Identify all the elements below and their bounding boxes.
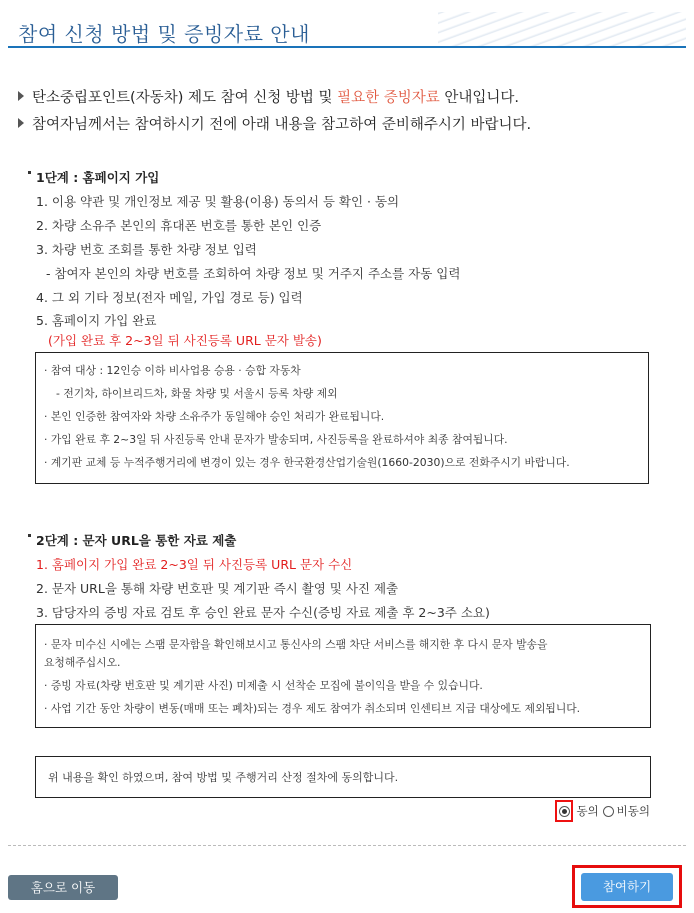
bullet-triangle-icon (18, 118, 24, 128)
divider (8, 845, 686, 846)
intro-line-2 (18, 113, 531, 134)
agree-label[interactable]: 동의 (576, 804, 599, 818)
step2-title-text: 2단계 : 문자 URL을 통한 자료 제출 (36, 533, 237, 548)
step2-item: 2. 문자 URL을 통해 차량 번호판 및 계기판 즉시 촬영 및 사진 제출 (36, 581, 399, 596)
step1-title (28, 168, 159, 186)
step1-item: 2. 차량 소유주 본인의 휴대폰 번호를 통한 본인 인증 (36, 218, 322, 233)
step1-item: 4. 그 외 기타 정보(전자 메일, 가입 경로 등) 입력 (36, 290, 303, 305)
disagree-radio[interactable] (603, 806, 614, 817)
step2-info-box (35, 624, 651, 728)
consent-text: 위 내용을 확인 하였으며, 참여 방법 및 주행거리 산정 절차에 동의합니다. (48, 771, 399, 784)
info-line: 요청해주십시오. (44, 656, 121, 669)
info-line: · 증빙 자료(차량 번호판 및 계기판 사진) 미제출 시 선착순 모집에 불이익을 받을 수 있습니다. (44, 679, 483, 692)
step1-info-box (35, 352, 649, 484)
intro-line-1 (18, 86, 519, 107)
step1-subitem: - 참여자 본인의 차량 번호를 조회하여 차량 정보 및 거주지 주소를 자동 입력 (46, 266, 461, 281)
agree-radio[interactable] (559, 806, 570, 817)
agree-radio-highlight[interactable] (555, 800, 573, 822)
bullet-dot-icon (28, 534, 31, 537)
home-button[interactable]: 홈으로 이동 (8, 875, 118, 900)
step2-title (28, 531, 236, 549)
bullet-triangle-icon (18, 91, 24, 101)
step1-item: 1. 이용 약관 및 개인정보 제공 및 활용(이용) 동의서 등 확인 · 동의 (36, 194, 400, 209)
info-line: · 문자 미수신 시에는 스팸 문자함을 확인해보시고 통신사의 스팸 차단 서비스를 해지한 후 다시 문자 발송을 (44, 638, 548, 651)
consent-radio-group (555, 801, 654, 821)
disagree-label[interactable]: 비동의 (616, 804, 650, 818)
step1-item: 5. 홈페이지 가입 완료 (36, 313, 157, 328)
info-line-warning: · 계기판 교체 등 누적주행거리에 변경이 있는 경우 한국환경산업기술원(1660-2030)으로 전화주시기 바랍니다. (44, 456, 570, 469)
bullet-dot-icon (28, 171, 31, 174)
title-decoration (438, 12, 686, 46)
join-button-highlight (572, 865, 682, 908)
info-line: · 본인 인증한 참여자와 차량 소유주가 동일해야 승인 처리가 완료됩니다. (44, 410, 385, 423)
join-button[interactable]: 참여하기 (581, 873, 673, 901)
intro-text: 탄소중립포인트(자동차) 제도 참여 신청 방법 및 (32, 90, 338, 106)
page-title: 참여 신청 방법 및 증빙자료 안내 (18, 22, 310, 46)
title-bar (8, 12, 686, 48)
consent-box (35, 756, 651, 798)
intro-text: 참여자님께서는 참여하시기 전에 아래 내용을 참고하여 준비해주시기 바랍니다. (32, 117, 532, 133)
info-line: - 전기차, 하이브리드차, 화물 차량 및 서울시 등록 차량 제외 (56, 387, 338, 400)
info-line: · 참여 대상 : 12인승 이하 비사업용 승용 · 승합 자동차 (44, 364, 301, 377)
info-line: · 사업 기간 동안 차량이 변동(매매 또는 폐차)되는 경우 제도 참여가 취소되며 인센티브 지급 대상에도 제외됩니다. (44, 702, 581, 715)
intro-text-end: 안내입니다. (439, 90, 520, 106)
step2-item: 1. 홈페이지 가입 완료 2~3일 뒤 사진등록 URL 문자 수신 (36, 557, 353, 572)
step1-note: (가입 완료 후 2~3일 뒤 사진등록 URL 문자 발송) (48, 333, 322, 348)
info-line: · 가입 완료 후 2~3일 뒤 사진등록 안내 문자가 발송되며, 사진등록을 완료하셔야 최종 참여됩니다. (44, 433, 508, 446)
intro-highlight: 필요한 증빙자료 (337, 90, 440, 106)
step1-title-text: 1단계 : 홈페이지 가입 (36, 170, 160, 185)
step2-item: 3. 담당자의 증빙 자료 검토 후 승인 완료 문자 수신(증빙 자료 제출 후 2~3주 소요) (36, 605, 490, 620)
step1-item: 3. 차량 번호 조회를 통한 차량 정보 입력 (36, 242, 257, 257)
